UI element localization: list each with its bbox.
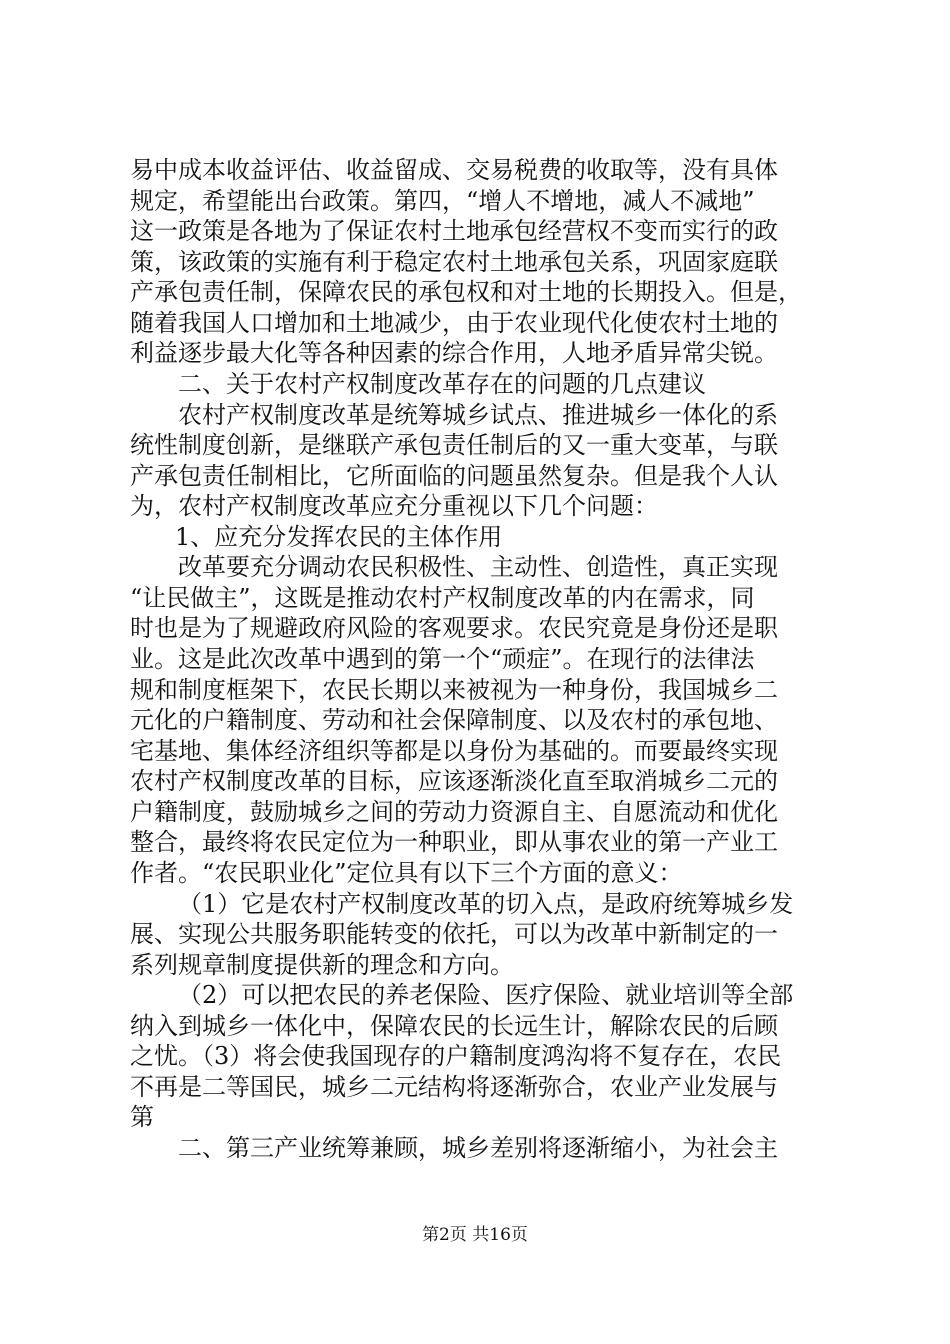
text-line: 产承包责任制相比，它所面临的问题虽然复杂。但是我个人认 xyxy=(130,462,778,490)
text-line: 随着我国人口增加和土地减少，由于农业现代化使农村土地的 xyxy=(130,309,778,337)
text-line: 户籍制度，鼓励城乡之间的劳动力资源自主、自愿流动和优化 xyxy=(130,798,778,826)
text-line: 二、关于农村产权制度改革存在的问题的几点建议 xyxy=(178,370,706,398)
text-line: 不再是二等国民，城乡二元结构将逐渐弥合，农业产业发展与 xyxy=(130,1073,778,1101)
text-line: 农村产权制度改革是统筹城乡试点、推进城乡一体化的系 xyxy=(178,401,778,429)
text-line: 整合，最终将农民定位为一种职业，即从事农业的第一产业工 xyxy=(130,828,778,856)
text-line: 规和制度框架下，农民长期以来被视为一种身份，我国城乡二 xyxy=(130,676,778,704)
text-line: 1、应充分发挥农民的主体作用 xyxy=(175,523,503,551)
text-line: 策，该政策的实施有利于稳定农村土地承包关系，巩固家庭联 xyxy=(130,248,778,276)
text-line: 时也是为了规避政府风险的客观要求。农民究竟是身份还是职 xyxy=(130,614,778,642)
text-line: 展、实现公共服务职能转变的依托，可以为改革中新制定的一 xyxy=(130,920,778,948)
text-line: 第 xyxy=(130,1103,154,1131)
text-line: 宅基地、集体经济组织等都是以身份为基础的。而要最终实现 xyxy=(130,737,778,765)
text-line: 为，农村产权制度改革应充分重视以下几个问题： xyxy=(130,492,658,520)
text-line: 统性制度创新，是继联产承包责任制后的又一重大变革，与联 xyxy=(130,431,778,459)
text-line: 之忧。（3）将会使我国现存的户籍制度鸿沟将不复存在，农民 xyxy=(130,1042,782,1070)
text-line: （1）它是农村产权制度改革的切入点，是政府统筹城乡发 xyxy=(178,890,794,918)
text-line: “让民做主”，这既是推动农村产权制度改革的内在需求，同 xyxy=(130,584,755,612)
text-line: 作者。“农民职业化”定位具有以下三个方面的意义： xyxy=(130,859,683,887)
text-line: 元化的户籍制度、劳动和社会保障制度、以及农村的承包地、 xyxy=(130,706,778,734)
text-line: （2）可以把农民的养老保险、医疗保险、就业培训等全部 xyxy=(178,981,794,1009)
text-line: 农村产权制度改革的目标，应该逐渐淡化直至取消城乡二元的 xyxy=(130,767,778,795)
page-footer: 第2页 共16页 xyxy=(422,1225,528,1245)
text-line: 业。这是此次改革中遇到的第一个“顽症”。在现行的法律法 xyxy=(130,645,755,673)
text-line: 这一政策是各地为了保证农村土地承包经营权不变而实行的政 xyxy=(130,217,778,245)
text-line: 改革要充分调动农民积极性、主动性、创造性，真正实现 xyxy=(178,553,778,581)
text-line: 规定，希望能出台政策。第四，“增人不增地，减人不减地” xyxy=(130,187,755,215)
text-line: 纳入到城乡一体化中，保障农民的长远生计，解除农民的后顾 xyxy=(130,1012,778,1040)
text-line: 易中成本收益评估、收益留成、交易税费的收取等，没有具体 xyxy=(130,156,778,184)
text-line: 利益逐步最大化等各种因素的综合作用，人地矛盾异常尖锐。 xyxy=(130,339,778,367)
text-line: 系列规章制度提供新的理念和方向。 xyxy=(130,951,514,979)
text-line: 产承包责任制，保障农民的承包权和对土地的长期投入。但是， xyxy=(130,278,802,306)
text-line: 二、第三产业统筹兼顾，城乡差别将逐渐缩小，为社会主 xyxy=(178,1134,778,1162)
